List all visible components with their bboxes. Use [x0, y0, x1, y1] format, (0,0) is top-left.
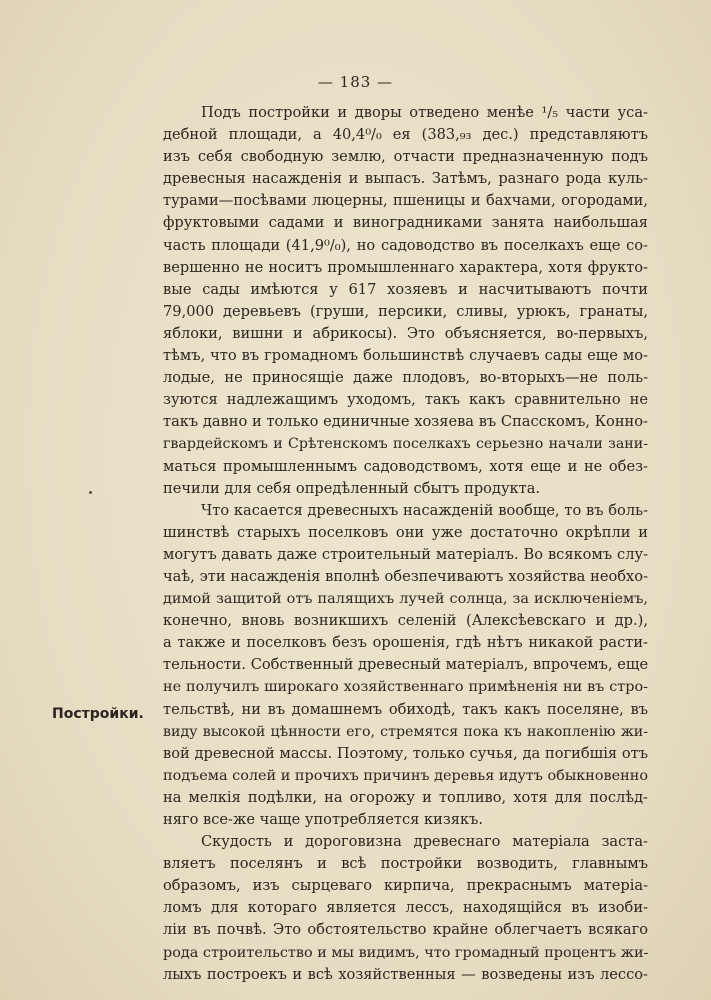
- text-line: вершенно не носитъ промышленнаго характера, хотя фрукто-: [163, 258, 648, 276]
- margin-heading: Постройки.: [52, 706, 144, 722]
- text-line: тѣмъ, что въ громадномъ большинствѣ случаевъ сады еще мо-: [163, 347, 648, 365]
- text-line: маться промышленнымъ садоводствомъ, хотя еще и не обез-: [163, 457, 648, 475]
- text-line: 79,000 деревьевъ (груши, персики, сливы, урюкъ, гранаты,: [163, 302, 648, 320]
- text-line: а также и поселковъ безъ орошенія, гдѣ нѣтъ никакой расти-: [163, 634, 648, 652]
- text-line: вые сады имѣются у 617 хозяевъ и насчитываютъ почти: [163, 280, 648, 298]
- paragraph-trees: [163, 500, 648, 831]
- text-line: такъ давно и только единичные хозяева въ Спасскомъ, Конно-: [163, 413, 648, 431]
- text-line: печили для себя опредѣленный сбытъ продукта.: [163, 479, 541, 497]
- text-line: древесныя насажденія и выпасъ. Затѣмъ, разнаго рода куль-: [163, 170, 648, 188]
- text-line: дебной площади, а 40,4⁰/₀ ея (383,₉₃ дес.) представляютъ: [163, 126, 648, 144]
- text-line: тельствѣ, ни въ домашнемъ обиходѣ, такъ какъ поселяне, въ: [163, 700, 648, 718]
- ink-speck: [89, 491, 92, 494]
- page-number: — 183 —: [317, 73, 394, 91]
- text-line: Подъ постройки и дворы отведено менѣе ¹/₅ части уса-: [201, 104, 648, 121]
- text-line: тельности. Собственный древесный матеріалъ, впрочемъ, еще: [163, 656, 649, 674]
- text-line: образомъ, изъ сырцеваго кирпича, прекраснымъ матеріа-: [163, 877, 648, 895]
- text-line: турами—посѣвами люцерны, пшеницы и бахчами, огородами,: [163, 192, 648, 210]
- text-line: виду высокой цѣнности его, стремятся пока къ накопленію жи-: [163, 723, 648, 740]
- text-line: на мелкія подѣлки, на огорожу и топливо, хотя для послѣд-: [163, 788, 648, 806]
- text-line: изъ себя свободную землю, отчасти предназначенную подъ: [163, 148, 648, 166]
- body-text: [163, 102, 648, 986]
- paragraph-gardens: [163, 102, 648, 500]
- text-line: лыхъ построекъ и всѣ хозяйственныя — возведены изъ лессо-: [163, 965, 648, 983]
- text-line: лодые, не приносящіе даже плодовъ, во-вторыхъ—не поль-: [163, 369, 648, 387]
- text-line: яблоки, вишни и абрикосы). Это объясняется, во-первыхъ,: [163, 324, 648, 342]
- text-line: конечно, вновь возникшихъ селеній (Алексѣевскаго и др.),: [163, 612, 648, 630]
- text-line: могутъ давать даже строительный матеріалъ. Во всякомъ слу-: [163, 545, 648, 563]
- text-line: вляетъ поселянъ и всѣ постройки возводить, главнымъ: [163, 855, 648, 873]
- text-line: чаѣ, эти насажденія вполнѣ обезпечиваютъ хозяйства необхо-: [163, 567, 648, 585]
- text-line: гвардейскомъ и Срѣтенскомъ поселкахъ серьезно начали зани-: [163, 436, 648, 453]
- text-line: димой защитой отъ палящихъ лучей солнца, за исключеніемъ,: [163, 591, 648, 608]
- text-line: ломъ для котораго является лессъ, находящійся въ изоби-: [163, 899, 648, 917]
- text-line: ліи въ почвѣ. Это обстоятельство крайне облегчаетъ всякаго: [163, 921, 648, 939]
- text-line: подъема солей и прочихъ причинъ деревья идутъ обыкновенно: [163, 767, 648, 784]
- text-line: не получилъ широкаго хозяйственнаго примѣненія ни въ стро-: [163, 679, 648, 696]
- text-line: вой древесной массы. Поэтому, только сучья, да погибшія отъ: [163, 744, 648, 762]
- text-line: шинствѣ старыхъ поселковъ они уже достаточно окрѣпли и: [163, 523, 648, 541]
- text-line: няго все-же чаще употребляется кизякъ.: [163, 811, 484, 828]
- text-line: часть площади (41,9⁰/₀), но садоводство въ поселкахъ еще со-: [163, 236, 648, 254]
- text-line: фруктовыми садами и виноградниками занята наибольшая: [163, 214, 648, 232]
- paragraph-buildings: [163, 831, 648, 986]
- text-line: Что касается древесныхъ насажденій вообще, то въ боль-: [201, 501, 648, 519]
- text-line: зуются надлежащимъ уходомъ, такъ какъ сравнительно не: [163, 391, 648, 409]
- text-line: рода строительство и мы видимъ, что громадный процентъ жи-: [163, 944, 649, 961]
- text-line: Скудость и дороговизна древеснаго матеріала заста-: [201, 833, 648, 851]
